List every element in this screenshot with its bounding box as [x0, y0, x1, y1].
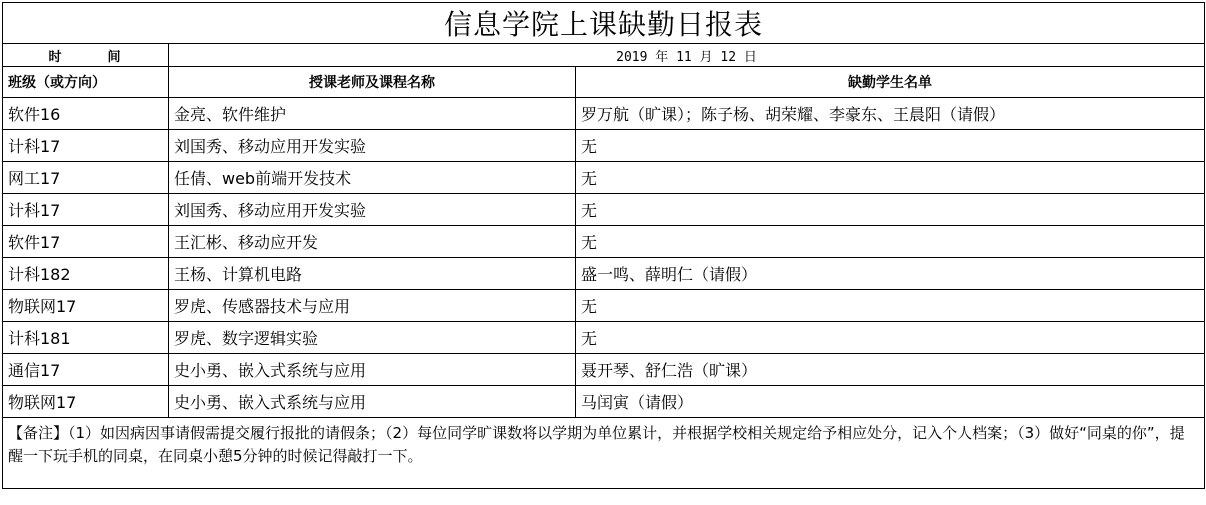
cell-class[interactable]: 通信17: [3, 354, 169, 386]
table-row: [3, 386, 1205, 418]
cell-absent[interactable]: 无: [576, 194, 1205, 226]
table-row: [3, 130, 1205, 162]
cell-absent[interactable]: 无: [576, 322, 1205, 354]
cell-absent[interactable]: 罗万航（旷课）；陈子杨、胡荣耀、李豪东、王晨阳（请假）: [576, 98, 1205, 130]
column-header-absent[interactable]: 缺勤学生名单: [576, 67, 1205, 98]
absence-report-table: [2, 2, 1205, 489]
table-row: [3, 258, 1205, 290]
time-label-right: 间: [107, 49, 123, 65]
cell-teacher-course[interactable]: 任倩、web前端开发技术: [169, 162, 576, 194]
time-label-left: 时: [48, 49, 64, 65]
remarks-row: [3, 418, 1205, 489]
cell-class[interactable]: 软件17: [3, 226, 169, 258]
remarks-cell[interactable]: 【备注】（1）如因病因事请假需提交履行报批的请假条；（2）每位同学旷课数将以学期为单位累计，并根据学校相关规定给予相应处分，记入个人档案；（3）做好“同桌的你”，提醒一下玩手机的同桌，在同桌小憩5分钟的时候记得敲打一下。: [3, 418, 1205, 489]
report-date[interactable]: 2019 年 11 月 12 日: [169, 44, 1205, 67]
cell-class[interactable]: 计科17: [3, 194, 169, 226]
cell-absent[interactable]: 聂开琴、舒仁浩（旷课）: [576, 354, 1205, 386]
cell-absent[interactable]: 马闰寅（请假）: [576, 386, 1205, 418]
cell-absent[interactable]: 无: [576, 226, 1205, 258]
cell-class[interactable]: 网工17: [3, 162, 169, 194]
table-row: [3, 98, 1205, 130]
title-row: [3, 3, 1205, 44]
cell-absent[interactable]: 无: [576, 162, 1205, 194]
column-header-teacher-course[interactable]: 授课老师及课程名称: [169, 67, 576, 98]
table-row: [3, 194, 1205, 226]
cell-teacher-course[interactable]: 史小勇、嵌入式系统与应用: [169, 354, 576, 386]
cell-absent[interactable]: 盛一鸣、薛明仁（请假）: [576, 258, 1205, 290]
cell-class[interactable]: 计科17: [3, 130, 169, 162]
cell-teacher-course[interactable]: 史小勇、嵌入式系统与应用: [169, 386, 576, 418]
cell-teacher-course[interactable]: 刘国秀、移动应用开发实验: [169, 130, 576, 162]
cell-teacher-course[interactable]: 罗虎、数字逻辑实验: [169, 322, 576, 354]
time-label-cell[interactable]: [3, 44, 169, 67]
report-title[interactable]: 信息学院上课缺勤日报表: [3, 3, 1205, 44]
table-row: [3, 322, 1205, 354]
cell-class[interactable]: 软件16: [3, 98, 169, 130]
cell-class[interactable]: 物联网17: [3, 290, 169, 322]
cell-class[interactable]: 物联网17: [3, 386, 169, 418]
table-row: [3, 162, 1205, 194]
cell-absent[interactable]: 无: [576, 130, 1205, 162]
table-row: [3, 354, 1205, 386]
cell-absent[interactable]: 无: [576, 290, 1205, 322]
cell-teacher-course[interactable]: 王汇彬、移动应开发: [169, 226, 576, 258]
cell-teacher-course[interactable]: 金亮、软件维护: [169, 98, 576, 130]
table-row: [3, 290, 1205, 322]
cell-class[interactable]: 计科181: [3, 322, 169, 354]
cell-teacher-course[interactable]: 刘国秀、移动应用开发实验: [169, 194, 576, 226]
table-row: [3, 226, 1205, 258]
column-header-row: [3, 67, 1205, 98]
column-header-class[interactable]: 班级（或方向）: [3, 67, 169, 98]
cell-class[interactable]: 计科182: [3, 258, 169, 290]
cell-teacher-course[interactable]: 罗虎、传感器技术与应用: [169, 290, 576, 322]
date-row: [3, 44, 1205, 67]
cell-teacher-course[interactable]: 王杨、计算机电路: [169, 258, 576, 290]
